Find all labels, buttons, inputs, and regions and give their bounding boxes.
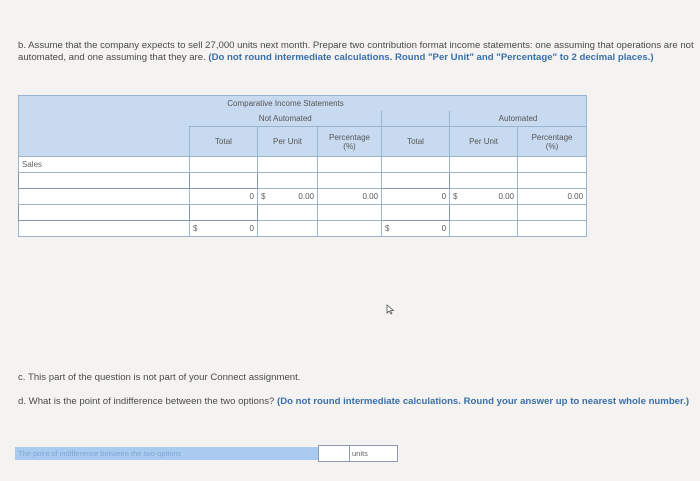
a-total-input[interactable] [382, 205, 450, 221]
a-per-unit-value: 0.00 [498, 192, 515, 201]
table-row [19, 173, 587, 189]
a-currency: $ [453, 192, 458, 201]
col-per-unit-automated: Per Unit [450, 127, 518, 157]
table-row [19, 189, 587, 205]
col-percentage-not-automated: Percentage (%) [318, 127, 382, 157]
col-per-unit-not-automated: Per Unit [258, 127, 318, 157]
row-label-input[interactable] [19, 205, 190, 221]
group-not-automated: Not Automated [190, 111, 382, 127]
table-row [19, 221, 587, 237]
na-per-unit-value: 0.00 [298, 192, 314, 201]
a-total-currency: $ [385, 224, 390, 233]
na-net-total-value: 0 [249, 224, 254, 233]
group-automated: Automated [450, 111, 587, 127]
table-row [19, 157, 587, 173]
a-total-input[interactable] [382, 173, 450, 189]
units-label: units [349, 445, 398, 462]
na-total-input[interactable] [190, 173, 258, 189]
question-c-text: c. This part of the question is not part of your Connect assignment. [18, 372, 301, 383]
question-d-text: d. What is the point of indifference between the two options? (Do not round intermediate calculations. Round your answer up to nearest whole number.) [18, 396, 690, 407]
na-percentage-value: 0.00 [318, 189, 382, 205]
na-total-currency: $ [193, 224, 198, 233]
na-currency: $ [261, 192, 266, 201]
a-percentage-value: 0.00 [518, 189, 587, 205]
row-label-input[interactable] [19, 173, 190, 189]
comparative-income-statement-table [18, 95, 587, 237]
row-label-sales: Sales [19, 157, 190, 173]
na-total-input[interactable] [190, 205, 258, 221]
indifference-point-label: The point of indifference between the two options [15, 447, 318, 460]
mouse-cursor-icon [386, 304, 395, 315]
question-b-text: b. Assume that the company expects to sell 27,000 units next month. Prepare two contribution format income statements: one assuming that operations are not automated, and one assuming that they are. (Do not round intermediate calculations. Round "Per Unit" and "Percentage" to 2 decimal places.) [18, 40, 694, 63]
a-net-total-value: 0 [441, 224, 447, 233]
indifference-point-input[interactable] [318, 445, 350, 462]
na-total-value: 0 [190, 189, 258, 205]
a-total-value: 0 [382, 189, 450, 205]
statement-title: Comparative Income Statements [190, 96, 382, 112]
table-row [19, 205, 587, 221]
col-percentage-automated: Percentage (%) [518, 127, 587, 157]
col-total-not-automated: Total [190, 127, 258, 157]
col-total-automated: Total [382, 127, 450, 157]
